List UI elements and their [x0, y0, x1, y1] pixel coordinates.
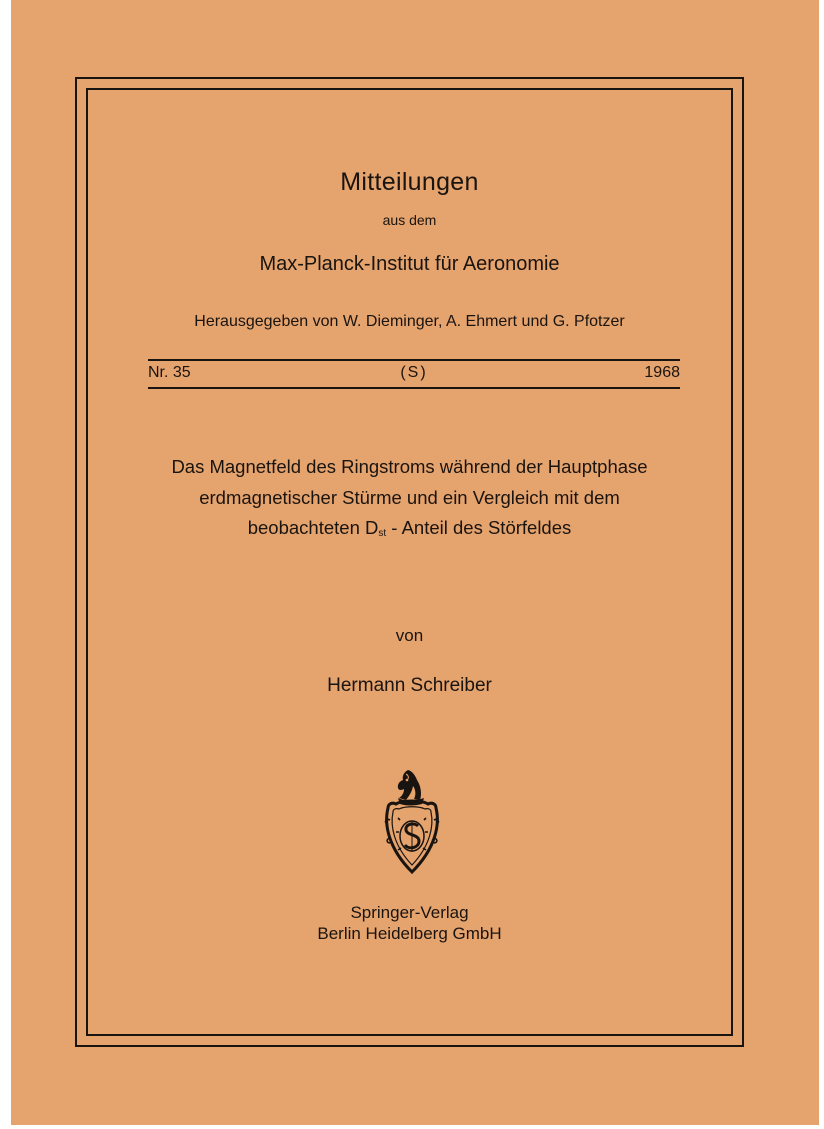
issue-number: Nr. 35 [148, 364, 191, 381]
series-from: aus dem [382, 212, 437, 228]
rule-bottom [148, 387, 680, 389]
editors-line: Herausgegeben von W. Dieminger, A. Ehmert und G. Pfotzer [194, 313, 625, 330]
publisher-name: Springer-Verlag [350, 903, 469, 922]
institute-name: Max-Planck-Institut für Aeronomie [259, 253, 560, 275]
work-title-line-1: Das Magnetfeld des Ringstroms während der Hauptphase [171, 456, 648, 477]
dst-subscript: st [378, 528, 387, 539]
work-title-line-3-before: beobachteten D [247, 517, 379, 538]
work-title-line-2: erdmagnetischer Stürme und ein Vergleich mit dem [199, 487, 620, 508]
publisher-location: Berlin Heidelberg GmbH [317, 924, 502, 943]
springer-knight-logo-icon [378, 768, 446, 878]
work-title-line-3-after: - Anteil des Störfeldes [386, 517, 572, 538]
issue-year: 1968 [644, 364, 680, 381]
inner-frame [86, 88, 733, 1036]
issue-series-code: (S) [400, 364, 428, 381]
series-title: Mitteilungen [340, 168, 479, 196]
author-name: Hermann Schreiber [327, 675, 492, 696]
work-title-line-3 [86, 517, 733, 539]
rule-top [148, 359, 680, 361]
by-label: von [395, 626, 424, 645]
